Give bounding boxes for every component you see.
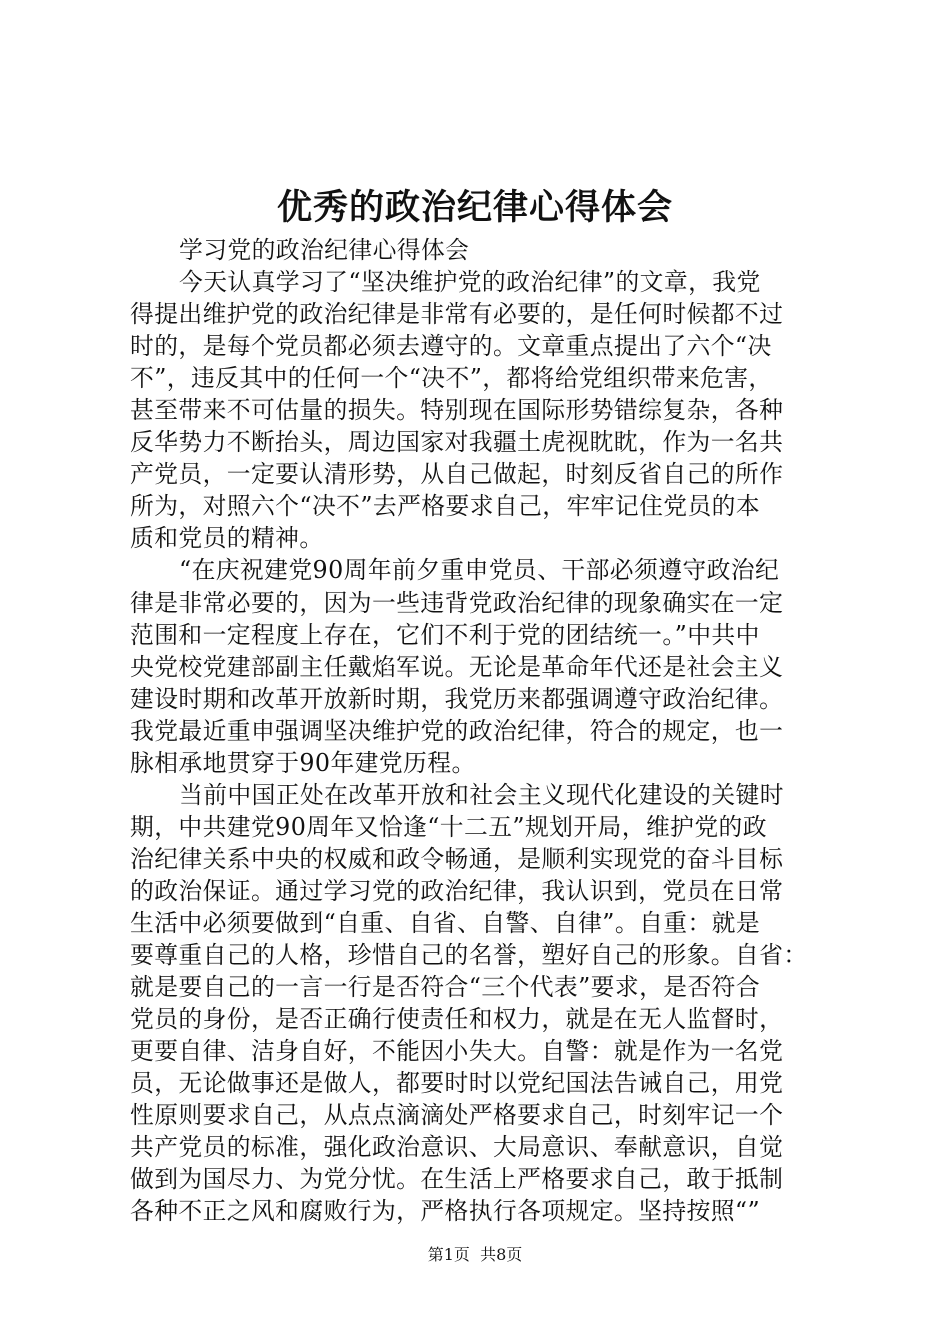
paragraph-line: 党员的身份，是否正确行使责任和权力，就是在无人监督时， bbox=[130, 1005, 784, 1034]
subtitle-line: 学习党的政治纪律心得体会 bbox=[179, 236, 470, 264]
paragraph-line: 得提出维护党的政治纪律是非常有必要的，是任何时候都不过 bbox=[130, 300, 784, 329]
paragraph-line: 共产党员的标准，强化政治意识、大局意识、奉献意识，自觉 bbox=[130, 1133, 784, 1162]
paragraph-line: 员，无论做事还是做人，都要时时以党纪国法告诫自己，用党 bbox=[130, 1069, 784, 1098]
paragraph-line: 要尊重自己的人格，珍惜自己的名誉，塑好自己的形象。自省： bbox=[130, 941, 808, 970]
paragraph-line: 各种不正之风和腐败行为，严格执行各项规定。坚持按照“” bbox=[130, 1197, 761, 1226]
paragraph-line: 范围和一定程度上存在，它们不利于党的团结统一。”中共中 bbox=[130, 620, 760, 649]
paragraph-line: 治纪律关系中央的权威和政令畅通，是顺利实现党的奋斗目标 bbox=[130, 844, 784, 873]
document-body bbox=[130, 234, 830, 1227]
paragraph-line: 建设时期和改革开放新时期，我党历来都强调遵守政治纪律。 bbox=[130, 684, 784, 713]
paragraph-line: 央党校党建部副主任戴焰军说。无论是革命年代还是社会主义 bbox=[130, 652, 784, 681]
paragraph-line: 时的，是每个党员都必须去遵守的。文章重点提出了六个“决 bbox=[130, 332, 772, 361]
paragraph-line: “在庆祝建党90周年前夕重申党员、干部必须遵守政治纪 bbox=[179, 556, 780, 585]
paragraph-line: 质和党员的精神。 bbox=[130, 524, 324, 553]
paragraph-line: 性原则要求自己，从点点滴滴处严格要求自己，时刻牢记一个 bbox=[130, 1101, 784, 1130]
paragraph-line: 当前中国正处在改革开放和社会主义现代化建设的关键时 bbox=[179, 780, 784, 809]
paragraph-line: 律是非常必要的，因为一些违背党政治纪律的现象确实在一定 bbox=[130, 588, 784, 617]
paragraph-line: 反华势力不断抬头，周边国家对我疆土虎视眈眈，作为一名共 bbox=[130, 428, 784, 457]
page-footer: 第1页 共8页 bbox=[427, 1245, 523, 1264]
document-title: 优秀的政治纪律心得体会 bbox=[276, 187, 673, 228]
paragraph-line: 更要自律、洁身自好，不能因小失大。自警：就是作为一名党 bbox=[130, 1037, 784, 1066]
paragraph-line: 生活中必须要做到“自重、自省、自警、自律”。自重：就是 bbox=[130, 908, 761, 937]
paragraph-line: 的政治保证。通过学习党的政治纪律，我认识到，党员在日常 bbox=[130, 876, 784, 905]
paragraph-line: 我党最近重申强调坚决维护党的政治纪律，符合的规定，也一 bbox=[130, 716, 784, 745]
paragraph-line: 做到为国尽力、为党分忧。在生活上严格要求自己，敢于抵制 bbox=[130, 1165, 784, 1194]
paragraph-line: 不”，违反其中的任何一个“决不”，都将给党组织带来危害， bbox=[130, 364, 773, 393]
paragraph-line: 甚至带来不可估量的损失。特别现在国际形势错综复杂，各种 bbox=[130, 396, 784, 425]
paragraph-line: 今天认真学习了“坚决维护党的政治纪律”的文章，我党 bbox=[179, 268, 761, 297]
paragraph-line: 产党员，一定要认清形势，从自己做起，时刻反省自己的所作 bbox=[130, 460, 784, 489]
paragraph-line: 脉相承地贯穿于90年建党历程。 bbox=[130, 748, 476, 777]
paragraph-line: 就是要自己的一言一行是否符合“三个代表”要求，是否符合 bbox=[130, 973, 761, 1002]
paragraph-line: 期，中共建党90周年又恰逢“十二五”规划开局，维护党的政 bbox=[130, 812, 767, 841]
paragraph-line: 所为，对照六个“决不”去严格要求自己，牢牢记住党员的本 bbox=[130, 492, 761, 521]
